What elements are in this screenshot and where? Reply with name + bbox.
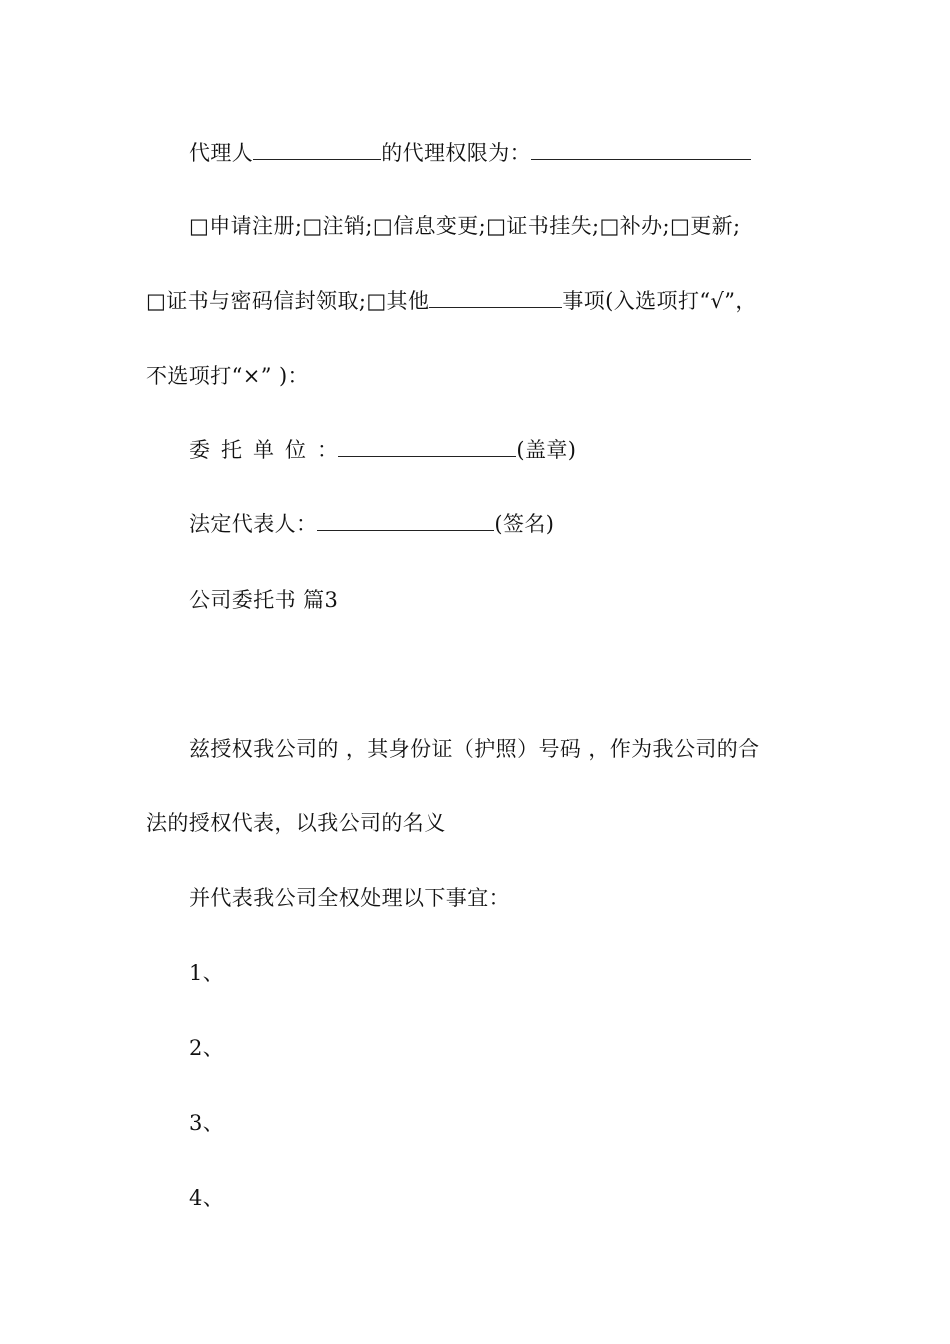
list-item-4: 4、 xyxy=(189,1186,225,1210)
options-text-1: □申请注册;□注销;□信息变更;□证书挂失;□补办;□更新; xyxy=(189,214,741,238)
legal-rep-blank[interactable] xyxy=(317,510,494,531)
entrusting-unit-line xyxy=(189,436,576,464)
options-line-3 xyxy=(146,362,309,390)
options-line-2 xyxy=(146,287,757,315)
agent-name-blank[interactable] xyxy=(253,139,381,160)
legal-rep-label: 法定代表人： xyxy=(189,512,318,536)
options-instruction: 事项(入选项打“√”， xyxy=(562,289,757,313)
list-item xyxy=(189,1034,224,1062)
list-item xyxy=(189,959,224,987)
list-item xyxy=(189,1184,224,1212)
agent-authority-line xyxy=(189,139,751,167)
authorization-line-2 xyxy=(146,809,446,837)
options-line-1 xyxy=(189,212,741,240)
matters-intro-text: 并代表我公司全权处理以下事宜： xyxy=(189,886,510,910)
seal-label: (盖章) xyxy=(516,438,577,462)
options-text-2: □证书与密码信封领取;□其他 xyxy=(146,289,430,313)
section-heading-text: 公司委托书 篇3 xyxy=(189,588,339,612)
legal-rep-line xyxy=(189,510,554,538)
list-item-1: 1、 xyxy=(189,961,225,985)
authority-label: 的代理权限为： xyxy=(381,141,532,165)
list-item-3: 3、 xyxy=(189,1111,225,1135)
agent-label: 代理人 xyxy=(189,141,254,165)
other-matter-blank[interactable] xyxy=(429,287,562,308)
list-item xyxy=(189,1109,224,1137)
authorization-line-1 xyxy=(189,735,760,763)
matters-intro-line xyxy=(189,884,510,912)
entrusting-unit-label: 委托单位 xyxy=(189,438,317,462)
authorization-text-2: 法的授权代表，以我公司的名义 xyxy=(146,811,446,835)
list-item-2: 2、 xyxy=(189,1036,225,1060)
entrusting-unit-blank[interactable] xyxy=(338,436,516,457)
signature-label: (签名) xyxy=(494,512,555,536)
options-text-3: 不选项打“×” )： xyxy=(146,364,309,388)
authority-blank[interactable] xyxy=(531,139,751,160)
section-heading xyxy=(189,586,338,614)
authorization-text-1: 兹授权我公司的 ，其身份证（护照）号码 ，作为我公司的合 xyxy=(189,737,760,761)
entrusting-unit-colon: ： xyxy=(317,438,339,462)
